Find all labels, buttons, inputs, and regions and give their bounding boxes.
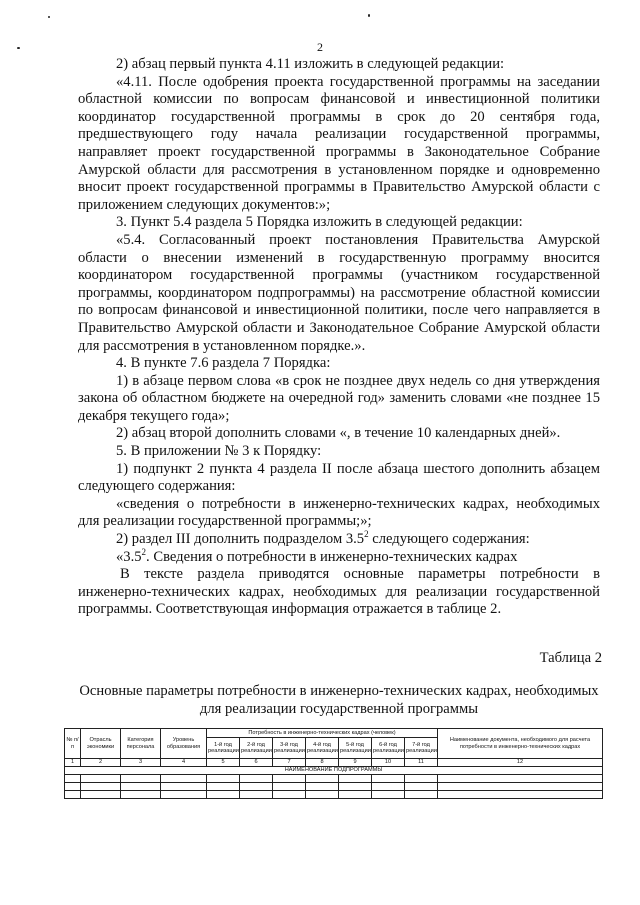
header-cell: 7-й год реализации xyxy=(405,738,438,759)
page-number: 2 xyxy=(317,40,323,54)
header-cell: 5-й год реализации xyxy=(339,738,372,759)
body-text xyxy=(78,56,600,619)
paragraph: 5. В приложении № 3 к Порядку: xyxy=(116,443,322,460)
table-row xyxy=(65,783,603,791)
header-cell: Уровень образования xyxy=(161,729,207,759)
number-cell: 7 xyxy=(273,759,306,767)
header-cell: № п/п xyxy=(65,729,81,759)
number-cell: 3 xyxy=(121,759,161,767)
paragraph: В тексте раздела приводятся основные параметры потребности в инженерно-технических кадрах, необходимых для реализации государственной программы. Соответствующая информация отражается в таблице 2. xyxy=(78,566,600,618)
table-number-row xyxy=(65,759,603,767)
paragraph: «сведения о потребности в инженерно-технических кадрах, необходимых для реализации государственной программы;»; xyxy=(78,495,600,530)
header-cell: 1-й год реализации xyxy=(207,738,240,759)
header-cell: 6-й год реализации xyxy=(372,738,405,759)
scan-speck xyxy=(368,14,370,17)
header-cell: 4-й год реализации xyxy=(306,738,339,759)
paragraph: 3. Пункт 5.4 раздела 5 Порядка изложить в следующей редакции: xyxy=(116,214,523,231)
paragraph: 1) в абзаце первом слова «в срок не позднее двух недель со дня утверждения закона об областном бюджете на очередной год» заменить словами «не позднее 15 декабря текущего года»; xyxy=(78,372,600,424)
number-cell: 2 xyxy=(81,759,121,767)
paragraph: «5.4. Согласованный проект постановления Правительства Амурской области о внесении изменений в государственную программу вносится координатором государственной программы (участником государственной программы, координатором подпрограммы) на рассмотрение областной комиссии по вопросам финансовой и инвестиционной политики, после чего направляется в Правительство Амурской области и Законодательное Собрание Амурской области для рассмотрения в установленном порядке.». xyxy=(78,231,600,354)
number-cell: 10 xyxy=(372,759,405,767)
table-row xyxy=(65,791,603,799)
header-cell: Потребность в инженерно-технических кадрах (человек) xyxy=(207,729,438,738)
paragraph: «4.11. После одобрения проекта государственной программы на заседании областной комиссии по вопросам финансовой и инвестиционной политики координатор государственной программы в срок до 20 сентября года, предшествующего году начала реализации государственной программы, направляет проект государственной программы в Законодательное Собрание Амурской области для рассмотрения в установленном порядке и одновременно вносит проект государственной программы в Правительство Амурской области с приложением следующих документов:»; xyxy=(78,73,600,213)
table-label: Таблица 2 xyxy=(539,650,602,666)
header-cell: 3-й год реализации xyxy=(273,738,306,759)
header-cell: Категория персонала xyxy=(121,729,161,759)
table-section-row xyxy=(65,767,603,775)
paragraph: 2) раздел III дополнить подразделом $3.5^2$ следующего содержания: xyxy=(116,529,530,548)
number-cell: 11 xyxy=(405,759,438,767)
scan-speck xyxy=(48,16,50,18)
header-cell: Отрасль экономики xyxy=(81,729,121,759)
table-title: Основные параметры потребности в инженерно-технических кадрах, необходимых для реализации государственной программы xyxy=(79,683,599,717)
paragraph: 2) абзац второй дополнить словами «, в течение 10 календарных дней». xyxy=(116,425,561,442)
needs-table xyxy=(64,728,603,799)
paragraph: 1) подпункт 2 пункта 4 раздела II после абзаца шестого дополнить абзацем следующего содержания: xyxy=(78,460,600,495)
header-cell: 2-й год реализации xyxy=(240,738,273,759)
section-cell: НАИМЕНОВАНИЕ ПОДПРОГРАММЫ xyxy=(65,767,603,775)
paragraph: 2) абзац первый пункта 4.11 изложить в следующей редакции: xyxy=(116,56,505,72)
paragraph: 4. В пункте 7.6 раздела 7 Порядка: xyxy=(116,355,331,372)
number-cell: 4 xyxy=(161,759,207,767)
table-header-row xyxy=(65,729,603,738)
table-row xyxy=(65,775,603,783)
paragraph: «$3.5^2$. Сведения о потребности в инженерно-технических кадрах xyxy=(116,546,518,565)
number-cell: 6 xyxy=(240,759,273,767)
number-cell: 5 xyxy=(207,759,240,767)
number-cell: 12 xyxy=(438,759,603,767)
number-cell: 1 xyxy=(65,759,81,767)
number-cell: 8 xyxy=(306,759,339,767)
number-cell: 9 xyxy=(339,759,372,767)
header-cell: Наименование документа, необходимого для расчета потребности в инженерно-технических кадрах xyxy=(438,729,603,759)
